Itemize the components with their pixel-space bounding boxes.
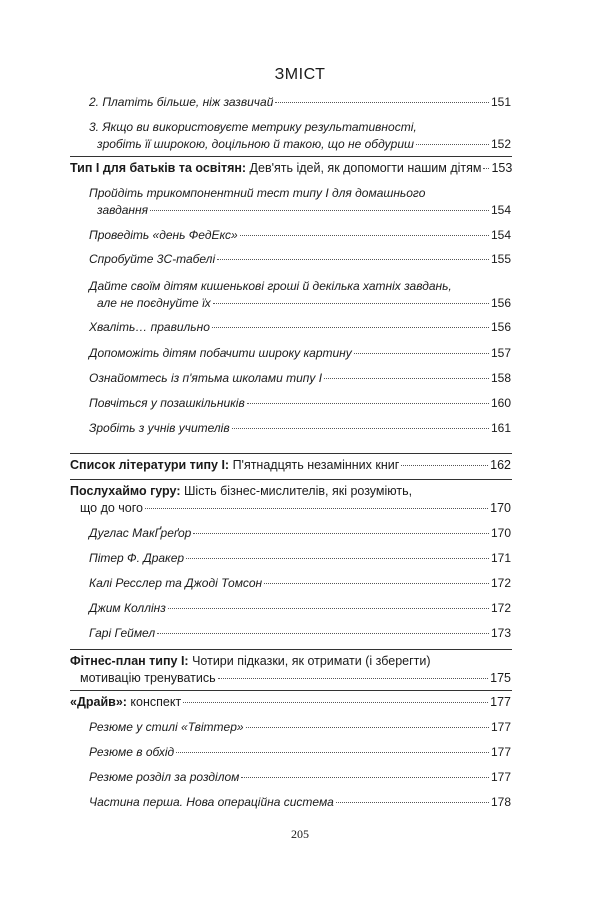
dot-leader (217, 259, 489, 260)
dot-leader (401, 465, 488, 466)
toc-page-number: 173 (490, 626, 511, 640)
toc-page-number: 161 (490, 421, 511, 435)
toc-page-number: 177 (490, 695, 511, 709)
dot-leader (145, 508, 488, 509)
toc-page-number: 172 (490, 601, 511, 615)
toc-entry[interactable] (89, 227, 511, 244)
toc-section[interactable] (70, 457, 511, 474)
dot-leader (336, 802, 489, 803)
toc-entry-title: Дуглас МакҐреґор (89, 526, 192, 540)
toc-entry[interactable] (89, 185, 511, 219)
toc-entry-title: Хваліть… правильно (89, 320, 210, 334)
toc-entry-title: Ознайомтесь із п'ятьма школами типу I (89, 371, 323, 385)
toc-entry[interactable] (89, 525, 511, 542)
section-divider (70, 156, 512, 157)
toc-entry[interactable] (89, 744, 511, 761)
toc-page-number: 177 (490, 720, 511, 734)
toc-section-title: «Драйв»: (70, 695, 127, 709)
toc-page-number: 162 (490, 458, 511, 472)
dot-leader (212, 327, 489, 328)
toc-page-number: 160 (490, 396, 511, 410)
dot-leader (168, 608, 489, 609)
section-divider (70, 690, 512, 691)
dot-leader (246, 727, 489, 728)
dot-leader (324, 378, 489, 379)
toc-section-title: Фітнес-план типу I: (70, 654, 189, 668)
section-divider (70, 649, 512, 650)
toc-entry-title-cont: зробіть її широкою, доцільною й такою, що не обдуриш (97, 137, 414, 151)
toc-section[interactable] (70, 653, 511, 687)
toc-entry[interactable] (89, 278, 511, 312)
section-divider (70, 479, 512, 480)
toc-entry-title: 3. Якщо ви використовуєте метрику результативності, (89, 120, 417, 134)
toc-page-number: 177 (490, 745, 511, 759)
page-number: 205 (291, 827, 309, 841)
toc-entry-title: Резюме розділ за розділом (89, 770, 240, 784)
toc-entry-title: Резюме у стилі «Твіттер» (89, 720, 244, 734)
toc-page-number: 154 (490, 228, 511, 242)
toc-page-number: 153 (491, 161, 513, 175)
dot-leader (354, 353, 489, 354)
dot-leader (218, 678, 488, 679)
toc-page-number: 158 (490, 371, 511, 385)
toc-section-title: Тип I для батьків та освітян: (70, 161, 247, 175)
toc-entry-title-cont: завдання (97, 203, 149, 217)
toc-page-number: 155 (490, 252, 511, 266)
dot-leader (232, 428, 489, 429)
toc-section-subtitle: Шість бізнес-мислителів, які розуміють, (180, 484, 413, 498)
toc-section-subtitle: Чотири підказки, як отримати (і зберегти) (188, 654, 431, 668)
toc-entry-title: Зробіть з учнів учителів (89, 421, 230, 435)
toc-page-number: 151 (490, 95, 511, 109)
toc-page-number: 177 (490, 770, 511, 784)
dot-leader (483, 168, 489, 169)
toc-section-subtitle: конспект (126, 695, 182, 709)
dot-leader (275, 102, 489, 103)
toc-page-number: 170 (490, 526, 511, 540)
toc-entry-title: Гарі Геймел (89, 626, 156, 640)
toc-entry[interactable] (89, 370, 511, 387)
toc-entry-title: Резюме в обхід (89, 745, 175, 759)
toc-entry[interactable] (89, 319, 511, 336)
dot-leader (157, 633, 489, 634)
toc-page-number: 171 (490, 551, 511, 565)
toc-entry[interactable] (89, 769, 511, 786)
toc-entry-title: Частина перша. Нова операційна система (89, 795, 334, 809)
toc-entry-title: Повчіться у позашкільників (89, 396, 245, 410)
dot-leader (241, 777, 489, 778)
toc-entry-title: Спробуйте 3С-табелі (89, 252, 216, 266)
toc-entry[interactable] (89, 550, 511, 567)
toc-entry-title: Пройдіть трикомпонентний тест типу I для домашнього (89, 186, 426, 200)
toc-entry[interactable] (89, 575, 511, 592)
toc-page-number: 178 (490, 795, 511, 809)
toc-page-number: 152 (490, 137, 511, 151)
dot-leader (176, 752, 489, 753)
toc-page-number: 157 (490, 346, 511, 360)
toc-entry-title: Джим Коллінз (89, 601, 166, 615)
toc-entry[interactable] (89, 94, 511, 111)
toc-section[interactable] (70, 483, 511, 517)
toc-section-title: Список літератури типу I: (70, 458, 230, 472)
toc-page-number: 154 (490, 203, 511, 217)
toc-entry[interactable] (89, 119, 511, 153)
dot-leader (213, 303, 489, 304)
toc-entry-title-cont: але не поєднуйте їх (97, 296, 211, 310)
toc-section-subtitle-cont: що до чого (80, 501, 143, 515)
toc-entry-title: Калі Ресслер та Джоді Томсон (89, 576, 263, 590)
section-divider (70, 453, 512, 454)
dot-leader (186, 558, 489, 559)
toc-page-number: 172 (490, 576, 511, 590)
toc-section-subtitle: П'ятнадцять незамінних книг (229, 458, 400, 472)
toc-entry[interactable] (89, 420, 511, 437)
toc-entry-title: Допоможіть дітям побачити широку картину (89, 346, 352, 360)
toc-page-number: 156 (490, 296, 511, 310)
page-header: ЗМІСТ (274, 66, 326, 83)
toc-page-number: 170 (490, 501, 511, 515)
toc-entry[interactable] (89, 600, 511, 617)
toc-page-number: 175 (490, 671, 511, 685)
dot-leader (150, 210, 489, 211)
toc-entry-title: Дайте своїм дітям кишенькові гроші й декілька хатніх завдань, (89, 279, 452, 293)
toc-section-subtitle: Дев'ять ідей, як допомогти нашим дітям (246, 161, 482, 175)
dot-leader (193, 533, 489, 534)
toc-section-subtitle-cont: мотивацію тренуватись (80, 671, 216, 685)
toc-entry[interactable] (89, 345, 511, 362)
dot-leader (247, 403, 489, 404)
toc-entry[interactable] (89, 625, 511, 642)
toc-entry-title: 2. Платіть більше, ніж зазвичай (89, 95, 274, 109)
toc-entry[interactable] (89, 794, 511, 811)
dot-leader (183, 702, 488, 703)
toc-entry[interactable] (89, 395, 511, 412)
dot-leader (416, 144, 489, 145)
dot-leader (240, 235, 489, 236)
toc-entry-title: Пітер Ф. Дракер (89, 551, 185, 565)
toc-section[interactable] (70, 694, 511, 711)
toc-page-number: 156 (490, 320, 511, 334)
toc-section-title: Послухаймо гуру: (70, 484, 181, 498)
toc-entry-title: Проведіть «день ФедЕкс» (89, 228, 238, 242)
toc-entry[interactable] (89, 251, 511, 268)
toc-section[interactable] (70, 160, 511, 177)
toc-entry[interactable] (89, 719, 511, 736)
dot-leader (264, 583, 489, 584)
